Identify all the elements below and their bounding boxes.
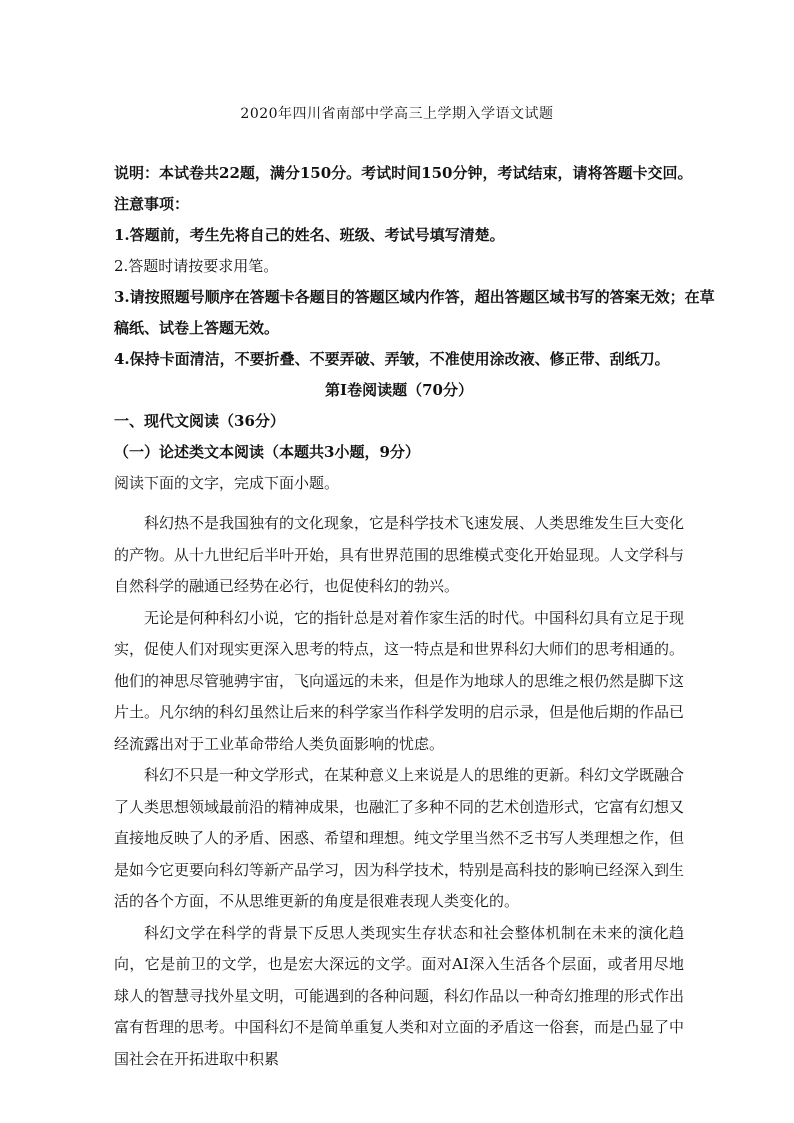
notice-item-3: 3.请按照题号顺序在答题卡各题目的答题区域内作答，超出答题区域书写的答案无效；在草 — [114, 288, 715, 306]
notice-item-2: 2.答题时请按要求用笔。 — [114, 257, 279, 275]
article-paragraph-3: 科幻不只是一种文学形式，在某种意义上来说是人的思维的更新。科幻文学既融合了人类思想领域最前沿的精神成果，也融汇了多种不同的艺术创造形式，它富有幻想又直接地反映了人的矛盾、困惑、希望和理想。纯文学里当然不乏书写人类理想之作，但是如今它更要向科幻等新产品学习，因为科学技术，特别是高科技的影响已经深入到生活的各个方面，不从思维更新的角度是很难表现人类变化的。 — [114, 766, 685, 910]
notice-heading: 注意事项： — [114, 195, 190, 213]
subsection-heading: （一）论述类文本阅读（本题共3小题，9分） — [114, 443, 420, 461]
section-heading: 一、现代文阅读（36分） — [114, 412, 285, 430]
notice-item-3-cont: 稿纸、试卷上答题无效。 — [114, 319, 280, 337]
article-paragraph-4: 科幻文学在科学的背景下反思人类现实生存状态和社会整体机制在未来的演化趋向，它是前卫的文学，也是宏大深远的文学。面对AI深入生活各个层面，或者用尽地球人的智慧寻找外星文明，可能遇到的各种问题，科幻作品以一种奇幻推理的形式作出富有哲理的思考。中国科幻不是简单重复人类和对立面的矛盾这一俗套，而是凸显了中国社会在开拓进取中积累 — [114, 923, 685, 1068]
page-title: 2020年四川省南部中学高三上学期入学语文试题 — [240, 106, 554, 122]
article-paragraph-2: 无论是何种科幻小说，它的指针总是对着作家生活的时代。中国科幻具有立足于现实，促使人们对现实更深入思考的特点，这一特点是和世界科幻大师们的思考相通的。他们的神思尽管驰骋宇宙，飞向遥远的未来，但是作为地球人的思维之根仍然是脚下这片土。凡尔纳的科幻虽然让后来的科学家当作科学发明的启示录，但是他后期的作品已经流露出对于工业革命带给人类负面影响的忧虑。 — [114, 608, 685, 753]
article-paragraph-1: 科幻热不是我国独有的文化现象，它是科学技术飞速发展、人类思维发生巨大变化的产物。从十九世纪后半叶开始，具有世界范围的思维模式变化开始显现。人文学科与自然科学的融通已经势在必行，也促使科幻的勃兴。 — [114, 514, 685, 595]
instructions-block — [114, 158, 715, 499]
reading-prompt: 阅读下面的文字，完成下面小题。 — [114, 474, 340, 492]
exam-note: 说明：本试卷共22题，满分150分。考试时间150分钟，考试结束，请将答题卡交回。 — [114, 164, 693, 182]
article-body — [114, 508, 684, 1075]
notice-item-1: 1.答题前，考生先将自己的姓名、班级、考试号填写清楚。 — [114, 226, 505, 244]
notice-item-4: 4.保持卡面清洁，不要折叠、不要弄破、弄皱，不准使用涂改液、修正带、刮纸刀。 — [114, 350, 670, 368]
part-heading: 第Ⅰ卷阅读题（70分） — [325, 381, 473, 399]
